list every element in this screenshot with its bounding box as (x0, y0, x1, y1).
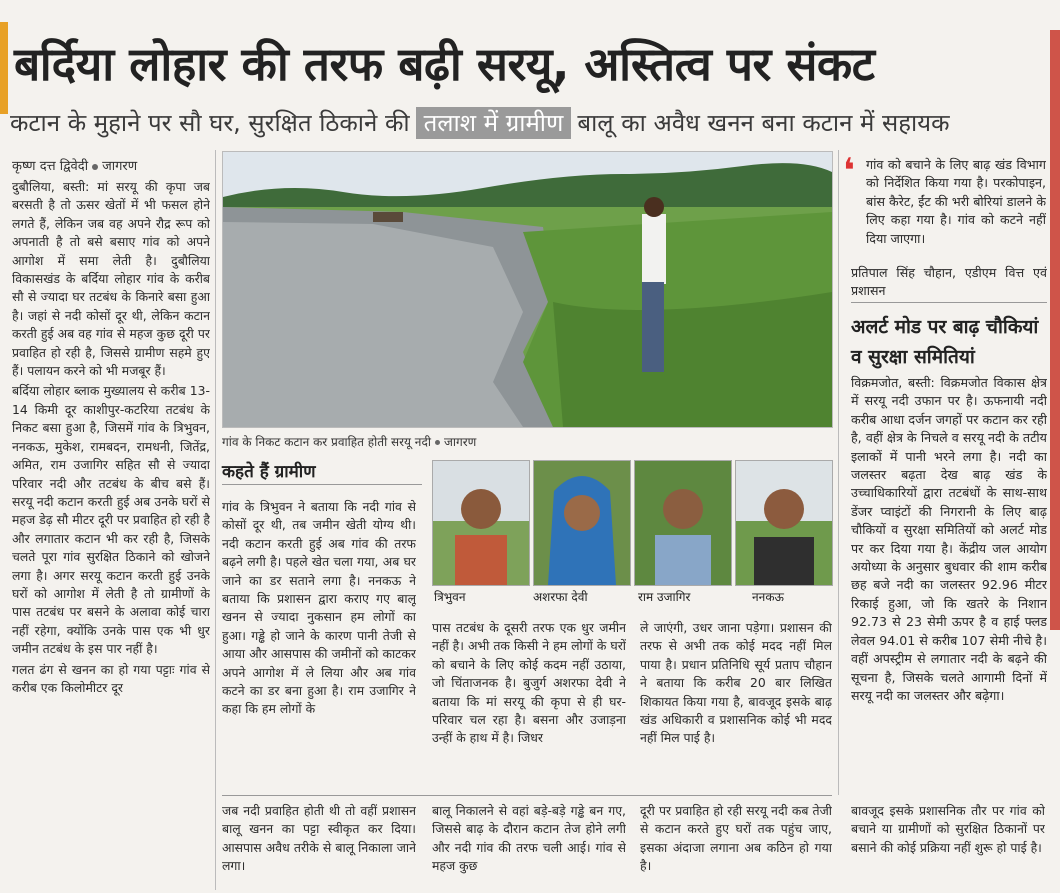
quote-attribution: प्रतिपाल सिंह चौहान, एडीएम वित्त एवं प्रशासन (851, 265, 1047, 299)
subheadline (10, 106, 1050, 146)
river-erosion-image (223, 152, 832, 427)
bottom-column-1: जब नदी प्रवाहित होती थी तो वहीं प्रशासन बालू खनन का पट्टा स्वीकृत कर दिया। आसपास अवैध तरीके से बालू निकाला जाने लगा। (222, 803, 416, 874)
article-column-1 (12, 178, 210, 890)
river-photo (222, 151, 833, 428)
portrait-ashrafa-devi (533, 460, 631, 586)
side-story-body: विक्रमजोत, बस्ती: विक्रमजोत विकास क्षेत्र में सरयू नदी उफान पर है। ऊफनायी नदी करीब आधा दर्जन जगहों पर कटान कर रही है, वहीं क्षेत्र के निचले व सरयू नदी के तटीय इलाकों में पानी भरने लगा है। नदी का जलस्तर बढ़ता देख बाढ़ खंड के उच्चाधिकारियों द्वारा तटबंधों के साथ-साथ डेंजर प्वाइंटों की निगरानी के लिए बाढ़ चौकियों व सुरक्षा समितियों को अलर्ट मोड पर कर दिया गया है। केंद्रीय जल आयोग अयोध्या के अनुसार बुधवार की शाम करीब छह बजे नदी का जलस्तर 92.96 मीटर रिकाई हुआ, जो कि खतरे के निशान 92.73 से 23 सेमी ऊपर है व हाई फ्लड लेवल 94.01 से करीब 107 सेमी नीचे है। वहीं अपस्ट्रीम से लगातार नदी के बढ़ने की सूचना है, जिसके चलते आगामी दिनों में सरयू नदी का जलस्तर और बढ़ेगा। (851, 375, 1047, 703)
portrait-nankau (735, 460, 833, 586)
photo-caption: गांव के निकट कटान कर प्रवाहित होती सरयू नदी जागरण (222, 435, 477, 449)
quote-icon: ❛ (843, 151, 855, 191)
portrait-name: अशरफा देवी (533, 590, 588, 604)
column-divider (215, 150, 216, 890)
paragraph: गलत ढंग से खनन का हो गया पट्टाः गांव से करीब एक किलोमीटर दूर (12, 661, 210, 695)
article-column-2: गांव के त्रिभुवन ने बताया कि नदी गांव से कोसों दूर थी, तब जमीन खेती योग्य थी। नदी कटान करती हुई अब गांव की तरफ बढ़ने लगी है। पहले खेत चला गया, अब घर जाने का डर सताने लगा है। ननकऊ ने बताया कि प्रशासन द्वारा कराए गए बालू खनन से ज्यादा नुकसान हम लोगों का हुआ। गड्ढे हो जाने के कारण पानी तेजी से आया और आसपास की जमीनों को काटकर अपने आगोश में ले लिया और अब गांव कटने का डर बना हुआ है। राम उजागिर ने कहा कि हम लोगों के (222, 499, 416, 717)
bottom-column-4: बावजूद इसके प्रशासनिक तौर पर गांव को बचाने या ग्रामीणों को सुरक्षित ठिकानों पर बसाने की कोई प्रक्रिया नहीं शुरू हो पाई है। (851, 803, 1045, 855)
paragraph: दुबौलिया, बस्ती: मां सरयू की कृपा जब बरसती है तो ऊसर खेतों में भी फसल होने लगते हैं, लेकिन जब वह अपने रौद्र रूप को अपनाती है तो बसे बसाए गांव को अपने आगोश में समा लेती है। दुबौलिया विकासखंड के बर्दिया लोहार गांव के करीब सौ से ज्यादा घर तटबंध के किनारे बसा हुआ है। जहां से नदी कोसों दूर थी, लेकिन कटान करती हुई अब वह गांव से महज कुछ दूरी पर प्रवाहित हो रही है, जिससे ग्रामीण सहमे हुए हैं। पलायन करने को भी मजबूर हैं। (12, 179, 210, 379)
article-column-3: पास तटबंध के दूसरी तरफ एक धुर जमीन नहीं है। अभी तक किसी ने हम लोगों के घरों को बचाने के लिए कोई कदम नहीं उठाया, जो चिंताजनक है। बुजुर्ग अशरफा देवी ने बताया कि मां सरयू की कृपा से ही घर-परिवार चल रहा है। बसना और उजाड़ना उन्हीं के हाथ में है। जिधर (432, 620, 626, 746)
author-name: कृष्ण दत्त द्विवेदी (12, 159, 89, 174)
section-divider (851, 302, 1047, 303)
section-divider (222, 795, 832, 796)
portrait-tribhuvan (432, 460, 530, 586)
bottom-column-3: दूरी पर प्रवाहित हो रही सरयू नदी कब तेजी से कटान करते हुए घरों तक पहुंच जाए, इसका अंदाजा लगाना अब कठिन हो गया है। (640, 803, 832, 874)
person-photo (736, 461, 832, 585)
accent-bar-left (0, 22, 8, 114)
byline-source: जागरण (102, 159, 138, 174)
bullet-icon (435, 440, 440, 445)
side-story-title: अलर्ट मोड पर बाढ़ चौकियां व सुरक्षा समितियां (851, 316, 1039, 368)
section-title-villagers-say: कहते हैं ग्रामीण (222, 462, 316, 482)
subhead-part-2: बालू का अवैध खनन बना कटान में सहायक (577, 109, 950, 137)
person-photo (534, 461, 630, 585)
section-rule (222, 484, 422, 485)
headline: बर्दिया लोहार की तरफ बढ़ी सरयू, अस्तित्व पर संकट (14, 37, 875, 91)
portrait-ram-ujagir (634, 460, 732, 586)
accent-bar-right (1050, 30, 1060, 630)
bullet-icon (92, 164, 98, 170)
person-photo (433, 461, 529, 585)
person-photo (635, 461, 731, 585)
subhead-boxed: तलाश में ग्रामीण (416, 107, 572, 139)
caption-source: जागरण (443, 435, 477, 449)
bottom-column-2: बालू निकालने से वहां बड़े-बड़े गड्ढे बन गए, जिससे बाढ़ के दौरान कटान तेज होने लगी और नदी गांव की तरफ चली आई। गांव से महज कुछ (432, 803, 626, 874)
byline (12, 156, 137, 174)
official-quote: गांव को बचाने के लिए बाढ़ खंड विभाग को निर्देशित किया गया है। परकोपाइन, बांस कैरेट, ईंट की भरी बोरियां डालने के लिए कहा गया है। गांव को कटने नहीं दिया जाएगा। (866, 157, 1046, 246)
subhead-part-1: कटान के मुहाने पर सौ घर, सुरक्षित ठिकाने की (10, 109, 410, 137)
paragraph: बर्दिया लोहार ब्लाक मुख्यालय से करीब 13-14 किमी दूर काशीपुर-कटरिया तटबंध के निकट बसा हुआ है, जिसमें गांव के त्रिभुवन, ननकऊ, मुकेश, रामबदन, रामधनी, जितेंद्र, अमित, राम उजागिर सहित सौ से ज्यादा परिवार नदी और तटबंध के बीच बसे हैं। सरयू नदी कटान करती हुई अब उनके घरों से महज डेढ़ सौ मीटर दूरी पर प्रवाहित हो रही है और लगातार कटान भी कर रही है, जिसके चलते पूरा गांव सुरक्षित ठिकाने को खोजने लगा है। अगर सरयू कटान करती हुई उनके घरों को आगोश में लेती है तो ग्रामीणों के पास तटबंध पर बसने के अलावा कोई चारा नहीं रहेगा, क्योंकि उनके पास एक भी धुर जमीन तटबंध के इस पार नहीं है। (12, 383, 210, 657)
portrait-name: ननकऊ (752, 590, 784, 604)
portrait-name: राम उजागिर (638, 590, 691, 604)
article-column-4: ले जाएंगी, उधर जाना पड़ेगा। प्रशासन की तरफ से अभी तक कोई मदद नहीं मिल पाया है। प्रधान प्रतिनिधि सूर्य प्रताप चौहान ने बताया कि करीब 20 बार लिखित शिकायत किया गया है, बावजूद इसके बाढ़ खंड अधिकारी व प्रशासनिक कोई भी मदद नहीं मिल पाई है। (640, 620, 832, 746)
portrait-name: त्रिभुवन (434, 590, 466, 604)
column-divider (838, 150, 839, 795)
